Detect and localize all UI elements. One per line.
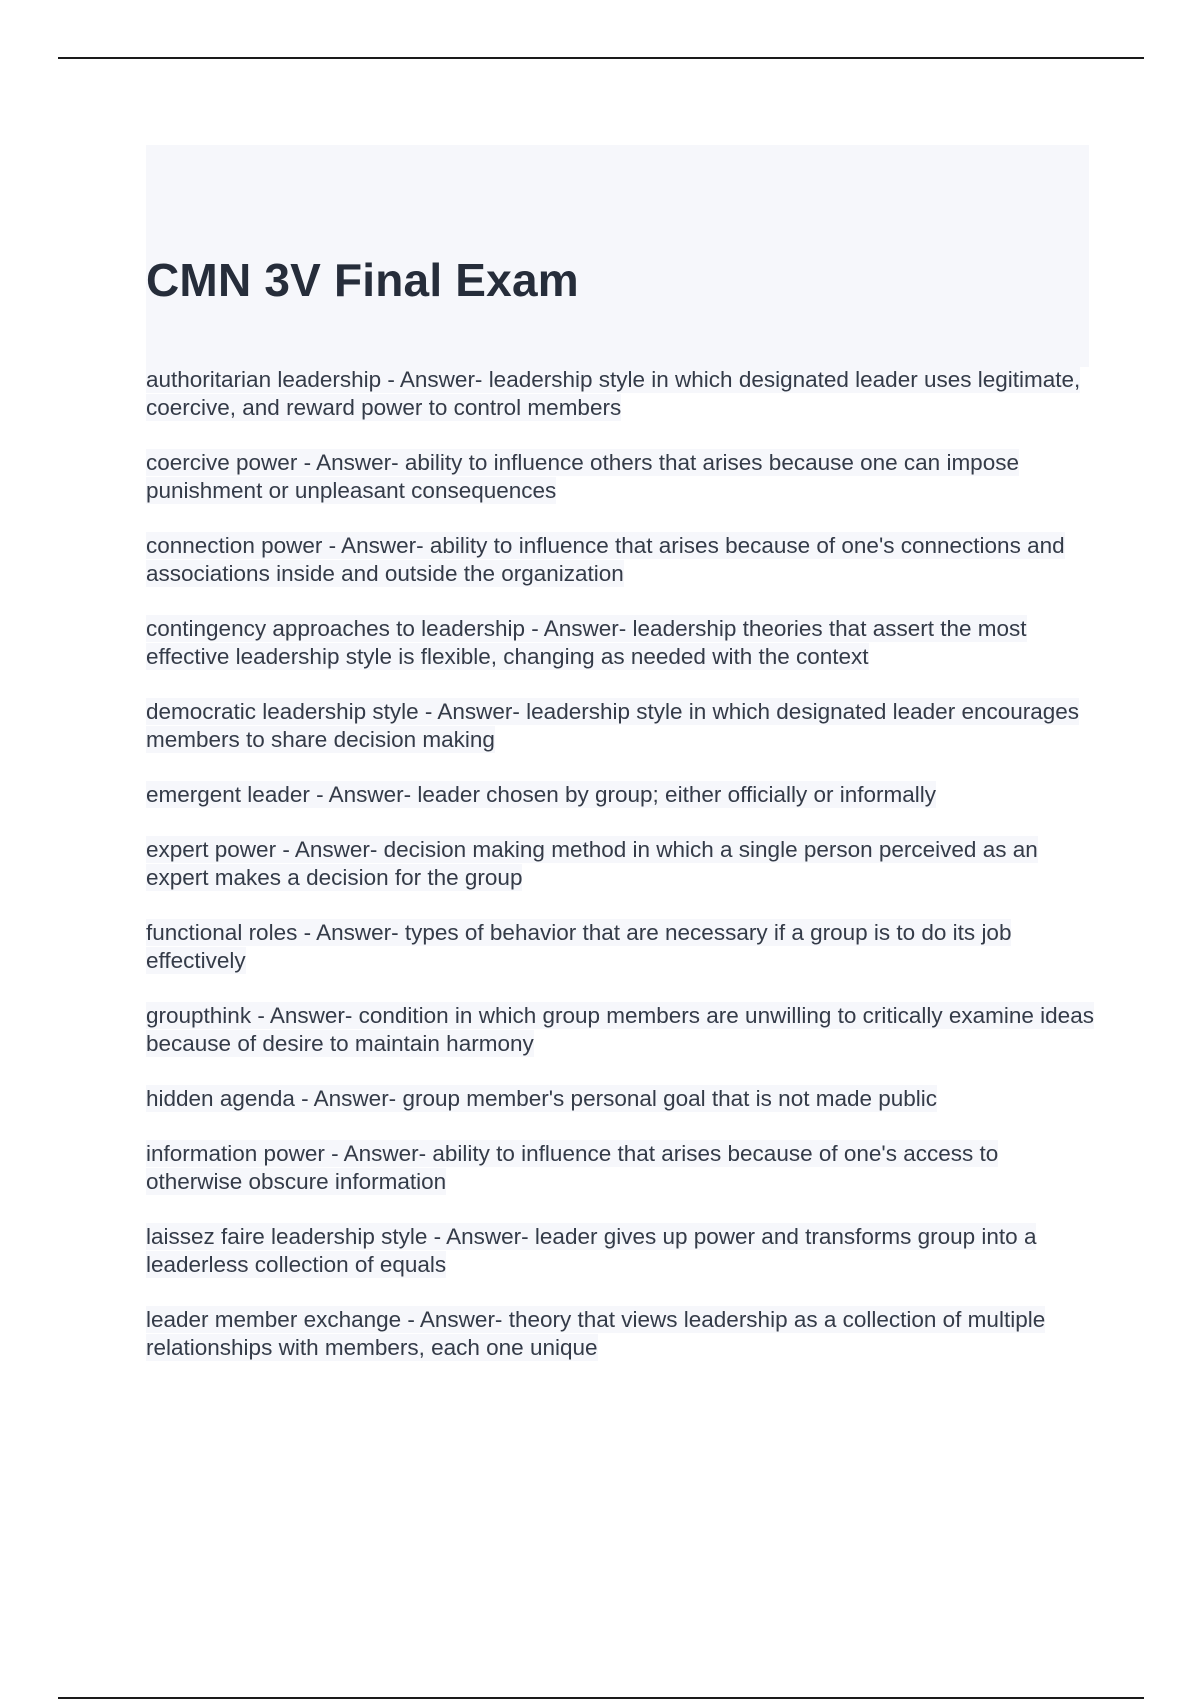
entry-term: expert power — [146, 837, 277, 862]
list-item — [146, 1085, 1096, 1113]
list-item — [146, 1140, 1096, 1196]
entry-definition: ability to influence that arises because of one's access to otherwise obscure information — [146, 1141, 999, 1194]
list-item — [146, 1002, 1096, 1058]
entry-definition: ability to influence others that arises because one can impose punishment or unpleasant consequences — [146, 450, 1019, 503]
list-item — [146, 1306, 1096, 1362]
list-item — [146, 615, 1096, 671]
entry-definition: leader gives up power and transforms group into a leaderless collection of equals — [146, 1224, 1037, 1277]
entry-term: democratic leadership style — [146, 699, 419, 724]
entry-term: information power — [146, 1141, 325, 1166]
entry-term: hidden agenda — [146, 1086, 295, 1111]
entry-term: authoritarian leadership — [146, 367, 382, 392]
entry-separator: - Answer- — [525, 616, 633, 641]
list-item — [146, 532, 1096, 588]
entry-separator: - Answer- — [294, 1086, 403, 1111]
entry-definition: types of behavior that are necessary if a group is to do its job effectively — [146, 920, 1012, 973]
entry-definition: theory that views leadership as a collection of multiple relationships with members, each one unique — [146, 1307, 1046, 1360]
entry-term: functional roles — [146, 920, 298, 945]
entry-separator: - Answer- — [276, 837, 384, 862]
entry-definition: decision making method in which a single person perceived as an expert makes a decision for the group — [146, 837, 1038, 890]
entry-definition: leadership style in which designated leader uses legitimate, coercive, and reward power to control members — [146, 367, 1081, 420]
bottom-rule — [58, 1697, 1144, 1699]
entry-separator: - Answer- — [322, 533, 430, 558]
entry-definition: group member's personal goal that is not made public — [402, 1086, 938, 1111]
list-item — [146, 781, 1096, 809]
top-rule — [58, 57, 1144, 59]
entry-definition: condition in which group members are unwilling to critically examine ideas because of desire to maintain harmony — [146, 1003, 1094, 1056]
entry-term: contingency approaches to leadership — [146, 616, 526, 641]
list-item — [146, 698, 1096, 754]
entry-term: groupthink — [146, 1003, 252, 1028]
entry-separator: - Answer- — [381, 367, 489, 392]
list-item — [146, 919, 1096, 975]
list-item — [146, 366, 1096, 422]
entry-term: emergent leader — [146, 782, 310, 807]
entry-term: laissez faire leadership style — [146, 1224, 428, 1249]
entry-term: connection power — [146, 533, 323, 558]
entry-separator: - Answer- — [297, 450, 405, 475]
entry-separator: - Answer- — [297, 920, 405, 945]
entry-separator: - Answer- — [324, 1141, 433, 1166]
entry-definition: leadership theories that assert the most effective leadership style is flexible, changing as needed with the context — [146, 616, 1027, 669]
entry-definition: leader chosen by group; either officially or informally — [417, 782, 936, 807]
page-title: CMN 3V Final Exam — [146, 254, 579, 306]
entry-term: coercive power — [146, 450, 298, 475]
flashcard-list — [146, 366, 1096, 1389]
entry-separator: - Answer- — [309, 782, 418, 807]
entry-separator: - Answer- — [418, 699, 527, 724]
list-item — [146, 449, 1096, 505]
entry-term: leader member exchange — [146, 1307, 402, 1332]
list-item — [146, 836, 1096, 892]
entry-separator: - Answer- — [401, 1307, 509, 1332]
entry-definition: ability to influence that arises because of one's connections and associations inside and outside the organization — [146, 533, 1065, 586]
entry-separator: - Answer- — [251, 1003, 359, 1028]
title-block — [146, 145, 1089, 367]
entry-separator: - Answer- — [427, 1224, 535, 1249]
entry-definition: leadership style in which designated leader encourages members to share decision making — [146, 699, 1080, 752]
list-item — [146, 1223, 1096, 1279]
